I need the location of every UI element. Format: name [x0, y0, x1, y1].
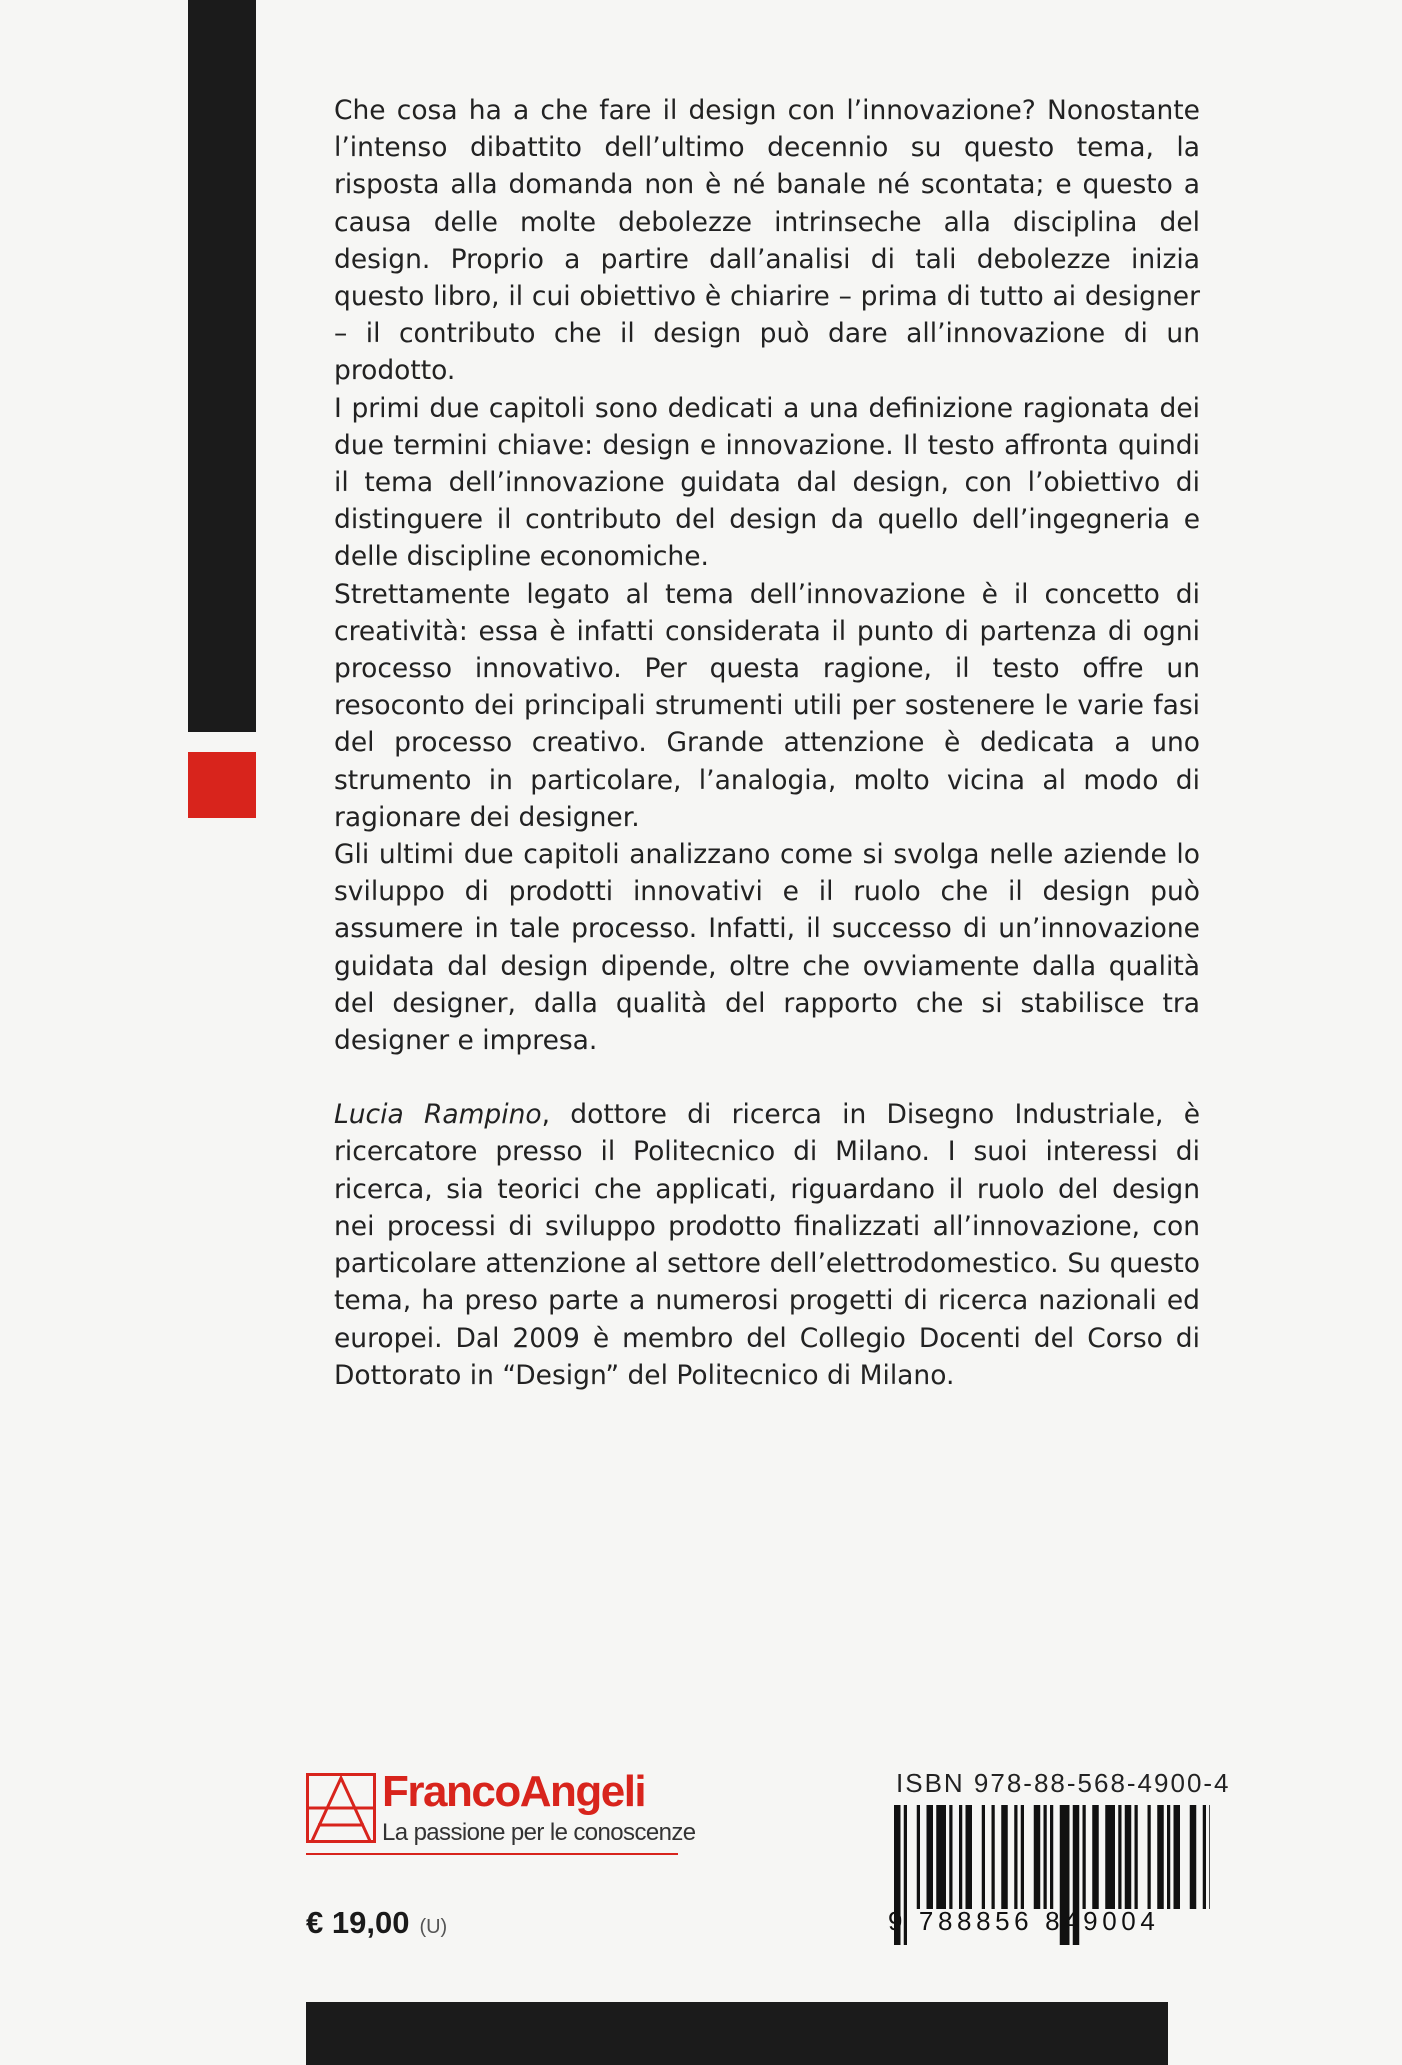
barcode-bar	[1157, 1805, 1164, 1909]
decorative-bottom-bar	[306, 2002, 1168, 2065]
barcode-bar	[1135, 1805, 1138, 1909]
barcode-bar	[1125, 1805, 1132, 1909]
barcode-digits: 9 788856 849004	[888, 1906, 1160, 1936]
barcode-bar	[1203, 1805, 1206, 1909]
barcode-bar	[1034, 1805, 1041, 1909]
back-cover-text	[334, 92, 1200, 1394]
blurb-paragraph-1: Che cosa ha a che fare il design con l’innovazione? Nonostante l’intenso dibattito dell’ultimo decennio su questo tema, la risposta alla domanda non è né banale né scontata; e questo a causa delle molte debolezze intrinseche alla disciplina del design. Proprio a partire dall’analisi di tali debolezze inizia questo libro, il cui obiettivo è chiarire – prima di tutto ai designer – il contributo che il design può dare all’innovazione di un prodotto.	[334, 95, 1200, 387]
blurb-paragraph-3: Strettamente legato al tema dell’innovazione è il concetto di creatività: essa è infatti considerata il punto di partenza di ogni processo innovativo. Per questa ragione, il testo offre un resoconto dei principali strumenti utili per sostenere le varie fasi del processo creativo. Grande attenzione è dedicata a uno strumento in particolare, l’analogia, molto vicina al modo di ragionare dei designer.	[334, 578, 1200, 833]
barcode-bar	[1167, 1805, 1170, 1909]
barcode-bar	[936, 1805, 946, 1909]
barcode-bar	[1190, 1805, 1197, 1909]
publisher-block	[306, 1767, 696, 1855]
barcode-bar	[1083, 1805, 1086, 1909]
francoangeli-logo-icon	[306, 1773, 376, 1843]
barcode-bar	[1092, 1805, 1099, 1909]
barcode-bar	[1014, 1805, 1017, 1909]
blurb-paragraph-2: I primi due capitoli sono dedicati a una definizione ragionata dei due termini chiave: design e innovazione. Il testo affronta quindi il tema dell’innovazione guidata dal design, con l’obiettivo di distinguere il contributo del design da quello dell’ingegneria e delle discipline economiche.	[334, 392, 1200, 573]
barcode-bar	[1050, 1805, 1053, 1909]
barcode-bar	[927, 1805, 934, 1909]
author-bio	[334, 1096, 1200, 1394]
barcode-bar	[1021, 1805, 1024, 1909]
barcode-bar	[982, 1805, 985, 1909]
barcode-bar	[1044, 1805, 1047, 1909]
price-value: € 19,00	[306, 1905, 410, 1940]
isbn-label: ISBN 978-88-568-4900-4	[896, 1768, 1231, 1798]
barcode-bar	[992, 1805, 995, 1909]
price-code: (U)	[419, 1916, 448, 1938]
barcode-bar	[917, 1805, 920, 1909]
price	[306, 1905, 447, 1941]
barcode-bar	[1148, 1805, 1151, 1909]
barcode-bar	[949, 1805, 952, 1909]
barcode-bar	[959, 1805, 962, 1909]
author-bio-text: , dottore di ricerca in Disegno Industriale, è ricercatore presso il Politecnico di Milano. I suoi interessi di ricerca, sia teorici che applicati, riguardano il ruolo del design nei processi di sviluppo prodotto finalizzati all’innovazione, con particolare attenzione al settore dell’elettrodomestico. Su questo tema, ha preso parte a numerosi progetti di ricerca nazionali ed europei. Dal 2009 è membro del Collegio Docenti del Corso di Dottorato in “Design” del Politecnico di Milano.	[334, 1099, 1200, 1391]
barcode-bar	[1209, 1805, 1210, 1909]
decorative-black-bar	[188, 0, 256, 732]
barcode-bar	[1174, 1805, 1181, 1909]
publisher-tagline: La passione per le conoscenze	[382, 1819, 696, 1846]
barcode-bar	[1105, 1805, 1115, 1909]
decorative-red-square	[188, 752, 256, 818]
author-name: Lucia Rampino	[334, 1099, 542, 1131]
blurb-paragraph-4: Gli ultimi due capitoli analizzano come si svolga nelle aziende lo sviluppo di prodotti innovativi e il ruolo che il design può assumere in tale processo. Infatti, il successo di un’innovazione guidata dal design dipende, oltre che ovviamente dalla qualità del designer, dalla qualità del rapporto che si stabilisce tra designer e impresa.	[334, 839, 1200, 1057]
publisher-underline	[306, 1853, 678, 1855]
barcode-bar	[966, 1805, 973, 1909]
publisher-name: FrancoAngeli	[382, 1767, 646, 1816]
barcode-bar	[1001, 1805, 1008, 1909]
barcode-bar	[1118, 1805, 1121, 1909]
